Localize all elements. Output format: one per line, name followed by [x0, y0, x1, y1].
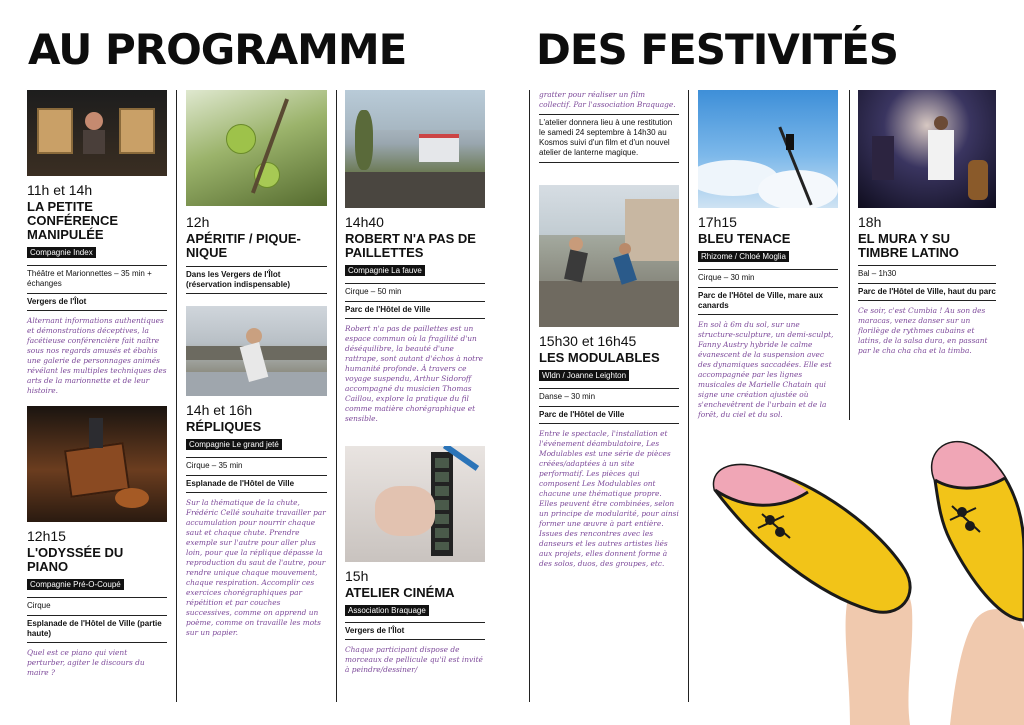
event-name: APÉRITIF / PIQUE-NIQUE: [186, 231, 301, 260]
event-meta: Théâtre et Marionnettes – 35 min + échanges: [27, 265, 167, 289]
event-time: 14h et 16h: [186, 402, 253, 418]
event-photo: [345, 90, 485, 208]
event-photo: [539, 185, 679, 327]
event-description: Chaque participant dispose de morceaux de pellicule qu'il est invité à peindre/dessiner/: [345, 645, 483, 674]
event-photo: [27, 406, 167, 522]
event-location: Dans les Vergers de l'Îlot (réservation indispensable): [186, 266, 327, 294]
event-meta: Cirque – 30 min: [698, 269, 838, 283]
column-divider: [688, 90, 689, 702]
column-5: [698, 90, 838, 420]
column-6: [858, 90, 996, 356]
event-robert: [345, 90, 485, 424]
event-location: Vergers de l'Îlot: [27, 293, 167, 311]
column-divider: [176, 90, 177, 702]
event-bleu-tenace: [698, 90, 838, 420]
event-time: 12h15: [27, 528, 66, 544]
event-odyssee-piano: [27, 406, 167, 678]
event-time: 12h: [186, 214, 210, 230]
page-title-left: AU PROGRAMME: [28, 25, 407, 74]
event-photo: [186, 306, 327, 396]
column-3: [345, 90, 485, 675]
event-photo: [858, 90, 996, 208]
column-4: [539, 90, 679, 569]
event-location: Parc de l'Hôtel de Ville, haut du parc: [858, 283, 996, 301]
event-name: BLEU TENACE: [698, 231, 791, 246]
event-meta: Danse – 30 min: [539, 388, 679, 402]
company-badge: Association Braquage: [345, 605, 429, 616]
event-name: RÉPLIQUES: [186, 419, 262, 434]
event-name: LES MODULABLES: [539, 350, 660, 365]
event-time: 18h: [858, 214, 882, 230]
event-time: 14h40: [345, 214, 384, 230]
column-1: [27, 90, 167, 678]
event-photo: [345, 446, 485, 562]
event-description: Sur la thématique de la chute, Frédéric Cellé souhaite travailler par accumulation pour nourrir chaque saut et chaque chute. Prendre exemple sur l'autre pour aller plus loin, pour que la réplique dépasse la reproduction du saut de l'autre, pour rendre unique chaque mouvement, chaque respiration. Accomplir ces exercices chorégraphiques par répétition et par couches successives, comme on apprend un poème, comme on travaille les mots sur un papier.: [186, 498, 326, 637]
event-aperitif: [186, 90, 327, 294]
event-location: Esplanade de l'Hôtel de Ville (partie haute): [27, 615, 167, 643]
event-name: ATELIER CINÉMA: [345, 585, 455, 600]
event-location: Parc de l'Hôtel de Ville: [539, 406, 679, 424]
page-title-right: DES FESTIVITÉS: [536, 25, 899, 74]
event-description: Ce soir, c'est Cumbia ! Au son des maracas, venez danser sur un florilège de rythmes cubains et latins, de la salsa dura, en passant par le cha cha cha et la timba.: [858, 306, 988, 355]
event-time: 11h et 14h: [27, 182, 93, 198]
event-description: En sol à 6m du sol, sur une structure-sculpture, un demi-sculpt, Fanny Austry hybride le calme évanescent de la suspension avec des dynamiques saccadées. Elle est accompagnée par les lignes musicales de Marielle Chatain qui signe une création ajustée où s'enchevêtrent de l'urbain et de la forêt, du ciel et du sol.: [698, 320, 834, 419]
event-time: 15h30 et 16h45: [539, 333, 637, 349]
event-description: Robert n'a pas de paillettes est un espace commun où la fragilité d'un déséquilibre, la beauté d'une rattrape, sont autant d'échos à notre humanité profonde. À travers ce voyage suspendu, Arthur Sidoroff accompagné du musicien Thomas Caillou, explore la pratique du fil comme matière chorégraphique et sensible.: [345, 324, 484, 423]
company-badge: Compagnie Index: [27, 247, 96, 258]
finger-shoes-illustration: [700, 420, 1024, 725]
event-description-continued: gratter pour réaliser un film collectif. Par l'association Braquage.: [539, 90, 676, 109]
column-divider: [336, 90, 337, 702]
event-description: Entre le spectacle, l'installation et l'événement déambulatoire, Les Modulables est une série de pièces créées/adaptées à un site performatif. Les pièces qui composent Les Modulables ont chacune une thématique propre. Elles peuvent être combinées, selon un principe de modularité, pour ainsi former une œuvre à part entière. Issues des rencontres avec les danseurs et les autres artistes liés aux projets, elles donnent forme à des solos, duos, des groupes, etc.: [539, 429, 679, 568]
event-location: Parc de l'Hôtel de Ville: [345, 301, 485, 319]
event-meta: Cirque: [27, 597, 167, 611]
event-name: LA PETITE CONFÉRENCE MANIPULÉE: [27, 199, 119, 242]
event-petite-conference: [27, 90, 167, 396]
event-time: 15h: [345, 568, 369, 584]
event-photo: [27, 90, 167, 176]
event-modulables: [539, 185, 679, 569]
event-atelier-cinema: [345, 446, 485, 675]
event-name: L'ODYSSÉE DU PIANO: [27, 545, 124, 574]
event-photo: [698, 90, 838, 208]
event-description: Quel est ce piano qui vient perturber, agiter le discours du maire ?: [27, 648, 145, 677]
event-location: Vergers de l'Îlot: [345, 622, 485, 640]
column-2: [186, 90, 327, 638]
event-location: Parc de l'Hôtel de Ville, mare aux canards: [698, 287, 838, 315]
event-location: Esplanade de l'Hôtel de Ville: [186, 475, 327, 493]
event-el-mura: [858, 90, 996, 356]
event-photo: [186, 90, 327, 206]
column-divider: [849, 90, 850, 420]
event-meta: Bal – 1h30: [858, 265, 996, 279]
company-badge: Compagnie Pré-O-Coupé: [27, 579, 124, 590]
company-badge: Wldn / Joanne Leighton: [539, 370, 629, 381]
event-meta: Cirque – 50 min: [345, 283, 485, 297]
restitution-note: L'atelier donnera lieu à une restitution le samedi 24 septembre à 14h30 au Kosmos suivi d'un film et d'un nouvel atelier de lanterne magique.: [539, 114, 679, 163]
company-badge: Rhizome / Chloé Moglia: [698, 251, 789, 262]
column-divider: [529, 90, 530, 702]
event-name: ROBERT N'A PAS DE PAILLETTES: [345, 231, 476, 260]
event-name: EL MURA Y SU TIMBRE LATINO: [858, 231, 959, 260]
company-badge: Compagnie La fauve: [345, 265, 425, 276]
event-repliques: [186, 306, 327, 638]
event-description: Alternant informations authentiques et démonstrations déceptives, la facétieuse conférencière fait naître sous nos regards amusés et ébahis une galerie de personnages animés révélant les multiples techniques des arts de la marionnette et de leur histoire.: [27, 316, 167, 395]
event-time: 17h15: [698, 214, 737, 230]
event-meta: Cirque – 35 min: [186, 457, 327, 471]
company-badge: Compagnie Le grand jeté: [186, 439, 282, 450]
